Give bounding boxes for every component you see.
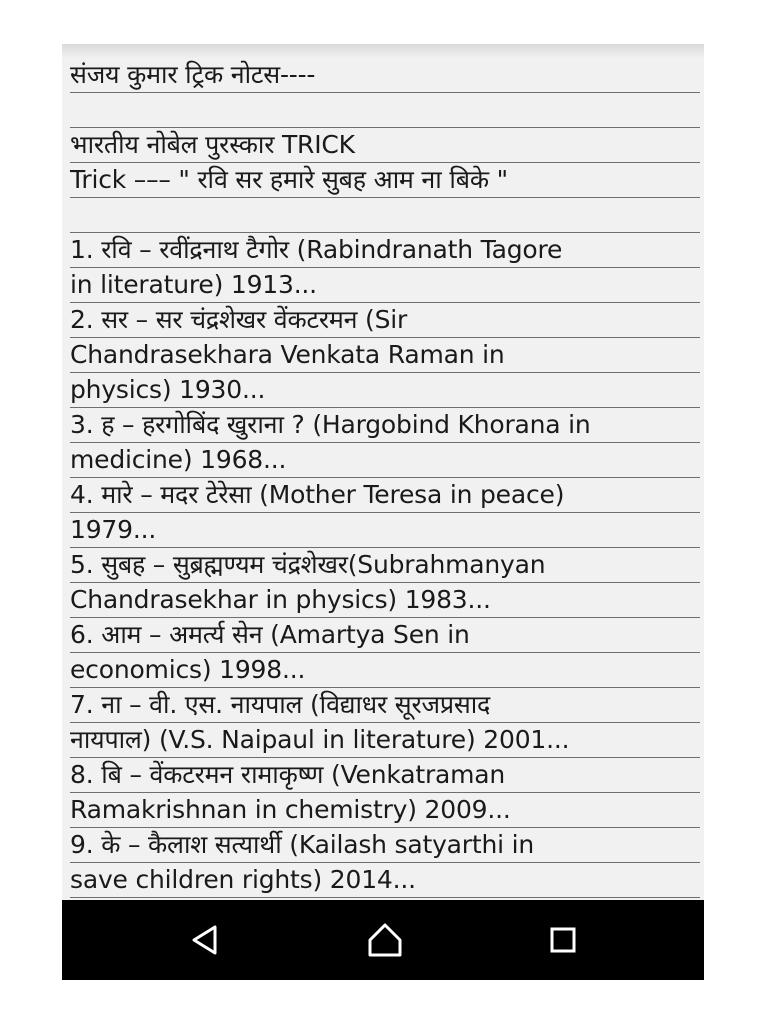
note-line: save children rights) 2014... [70, 863, 700, 898]
android-navigation-bar [62, 900, 704, 980]
note-line-title: संजय कुमार ट्रिक नोटस---- [70, 58, 700, 93]
note-line: Chandrasekhar in physics) 1983... [70, 583, 700, 618]
note-line: 2. सर – सर चंद्रशेखर वेंकटरमन (Sir [70, 303, 700, 338]
note-line-trick: Trick ––– " रवि सर हमारे सुबह आम ना बिके " [70, 163, 700, 198]
note-line: 1. रवि – रवींद्रनाथ टैगोर (Rabindranath Tagore [70, 233, 700, 268]
note-text-area[interactable] [62, 44, 704, 900]
note-line: 3. ह – हरगोबिंद खुराना ? (Hargobind Khorana in [70, 408, 700, 443]
note-line: economics) 1998... [70, 653, 700, 688]
note-line: 9. के – कैलाश सत्यार्थी (Kailash satyarthi in [70, 828, 700, 863]
note-line: in literature) 1913... [70, 268, 700, 303]
note-line: 8. बि – वेंकटरमन रामाकृष्ण (Venkatraman [70, 758, 700, 793]
note-line: 7. ना – वी. एस. नायपाल (विद्याधर सूरजप्रसाद [70, 688, 700, 723]
note-line: 6. आम – अमर्त्य सेन (Amartya Sen in [70, 618, 700, 653]
phone-screen [62, 44, 704, 980]
note-line: 4. मारे – मदर टेरेसा (Mother Teresa in peace) [70, 478, 700, 513]
back-triangle-icon [188, 923, 222, 957]
recent-apps-icon [548, 925, 578, 955]
note-line: 5. सुबह – सुब्रह्मण्यम चंद्रशेखर(Subrahmanyan [70, 548, 700, 583]
note-line: medicine) 1968... [70, 443, 700, 478]
note-line: Ramakrishnan in chemistry) 2009... [70, 793, 700, 828]
note-line: 1979... [70, 513, 700, 548]
note-line-blank [70, 93, 700, 128]
note-line-blank [70, 198, 700, 233]
note-line: Chandrasekhara Venkata Raman in [70, 338, 700, 373]
home-button[interactable] [365, 920, 405, 960]
note-line: physics) 1930... [70, 373, 700, 408]
note-line-heading: भारतीय नोबेल पुरस्कार TRICK [70, 128, 700, 163]
back-button[interactable] [185, 920, 225, 960]
recent-apps-button[interactable] [543, 920, 583, 960]
note-line: नायपाल) (V.S. Naipaul in literature) 2001... [70, 723, 700, 758]
home-icon [366, 921, 404, 959]
